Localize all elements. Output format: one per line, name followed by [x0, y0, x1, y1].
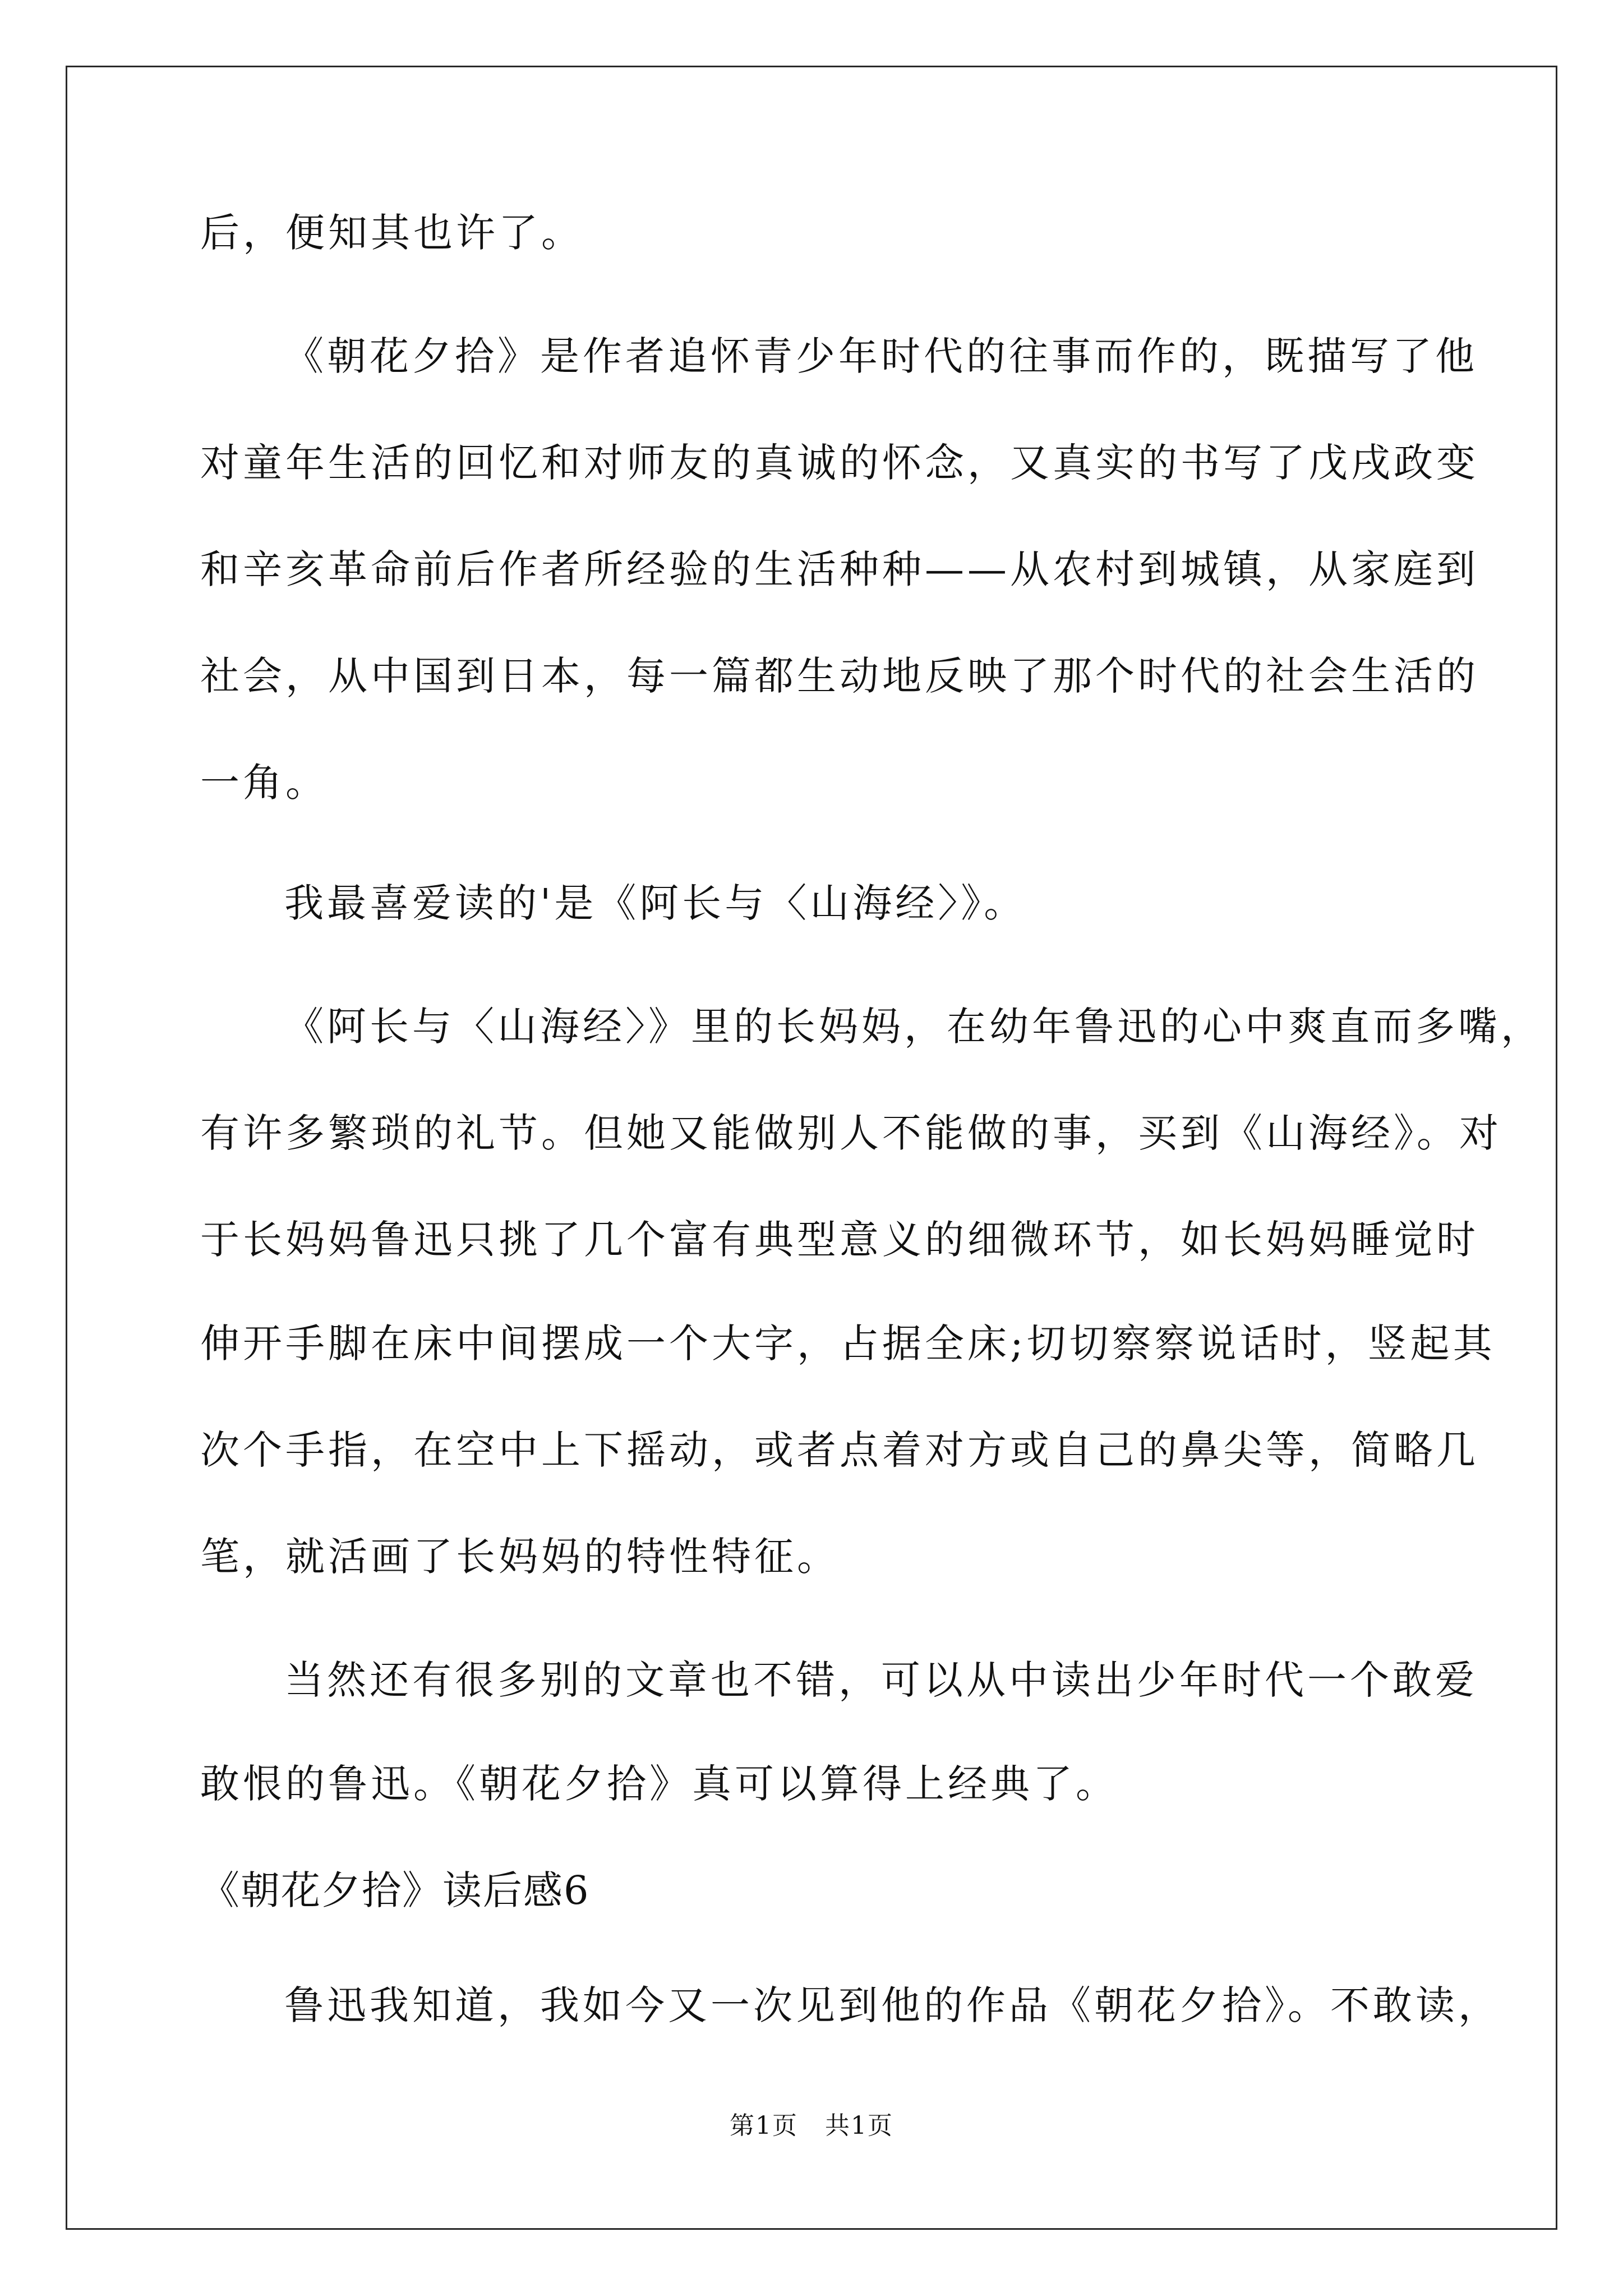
text-line: 敢恨的鲁迅。《朝花夕拾》真可以算得上经典了。: [200, 1761, 1118, 1807]
text-line: 对童年生活的回忆和对师友的真诚的怀念，又真实的书写了戊戌政变: [200, 440, 1479, 486]
section-heading: 《朝花夕拾》读后感6: [200, 1867, 590, 1913]
paragraph-line: 鲁迅我知道，我如今又一次见到他的作品《朝花夕拾》。不敢读，: [284, 1982, 1501, 2028]
text-line: 一角。: [200, 760, 328, 806]
paragraph-line: 当然还有很多别的文章也不错，可以从中读出少年时代一个敢爱: [284, 1657, 1478, 1703]
paragraph-line: 《朝花夕拾》是作者追怀青少年时代的往事而作的，既描写了他: [284, 333, 1478, 379]
page-number-footer: 第1页 共1页: [730, 2111, 893, 2140]
text-line: 次个手指，在空中上下摇动，或者点着对方或自己的鼻尖等，简略几: [200, 1427, 1479, 1473]
text-line: 有许多繁琐的礼节。但她又能做别人不能做的事，买到《山海经》。对: [200, 1110, 1502, 1156]
text-line: 于长妈妈鲁迅只挑了几个富有典型意义的细微环节，如长妈妈睡觉时: [200, 1217, 1479, 1263]
text-line: 社会，从中国到日本，每一篇都生动地反映了那个时代的社会生活的: [200, 653, 1479, 699]
paragraph-line: 我最喜爱读的'是《阿长与〈山海经〉》。: [284, 880, 1027, 926]
text-line: 和辛亥革命前后作者所经验的生活种种——从农村到城镇，从家庭到: [200, 546, 1479, 592]
text-line: 后，便知其也许了。: [200, 210, 584, 256]
text-line: 笔，就活画了长妈妈的特性特征。: [200, 1534, 840, 1580]
paragraph-line: 《阿长与〈山海经〉》里的长妈妈，在幼年鲁迅的心中爽直而多嘴，: [284, 1004, 1543, 1050]
text-line: 伸开手脚在床中间摆成一个大字，占据全床;切切察察说话时，竖起其: [200, 1320, 1496, 1366]
